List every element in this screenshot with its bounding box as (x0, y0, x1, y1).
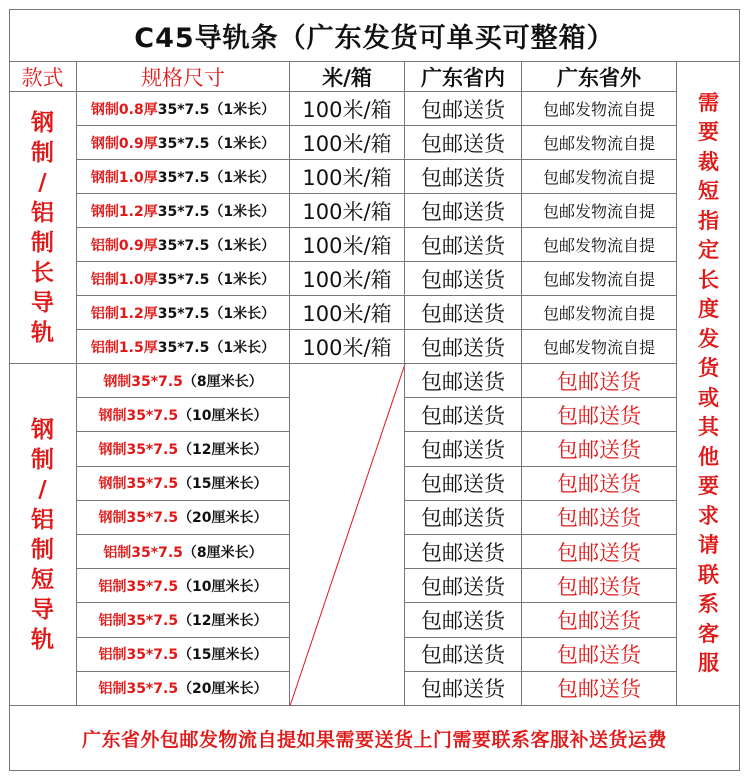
in-guangdong-cell: 包邮送货 (405, 501, 522, 535)
out-guangdong-cell: 包邮送货 (522, 364, 677, 398)
out-guangdong-cell: 包邮发物流自提 (522, 160, 677, 194)
spec-size: 35*7.5（1米长） (157, 305, 276, 322)
spec-size: （8厘米长） (182, 373, 263, 390)
side-note-char: 求 (698, 503, 719, 528)
out-guangdong-cell: 包邮送货 (522, 467, 677, 501)
in-guangdong-cell: 包邮送货 (405, 467, 522, 501)
in-guangdong-cell: 包邮送货 (405, 432, 522, 466)
out-guangdong-cell: 包邮发物流自提 (522, 228, 677, 262)
spec-material: 铝制1.5厚 (90, 339, 158, 356)
long-label-char: 长 (31, 259, 54, 286)
side-note-char: 请 (698, 533, 719, 557)
spec-size: （20厘米长） (178, 510, 268, 527)
out-guangdong-cell: 包邮发物流自提 (522, 296, 677, 330)
spec-size: 35*7.5（1米长） (157, 203, 276, 220)
spec-material: 钢制1.0厚 (90, 169, 158, 186)
side-note-char: 货 (698, 356, 719, 380)
in-guangdong-cell: 包邮送货 (405, 569, 522, 603)
short-label-char: 制 (31, 536, 54, 563)
spec-size: （12厘米长） (178, 441, 268, 458)
side-note-char: 指 (698, 208, 719, 233)
in-guangdong-cell: 包邮送货 (405, 638, 522, 672)
side-note-char: 客 (698, 621, 719, 646)
spec-material: 铝制35*7.5 (98, 612, 179, 629)
out-guangdong-cell: 包邮发物流自提 (522, 92, 677, 126)
in-guangdong-cell: 包邮送货 (405, 330, 522, 364)
long-label-char: 钢 (31, 109, 54, 136)
qty-cell: 100米/箱 (290, 262, 405, 296)
spec-material: 铝制35*7.5 (98, 578, 179, 595)
qty-cell: 100米/箱 (290, 160, 405, 194)
short-label-char: 短 (31, 566, 54, 593)
qty-cell: 100米/箱 (290, 194, 405, 228)
spec-size: （8厘米长） (182, 544, 263, 561)
side-note-char: 服 (698, 651, 719, 675)
long-label-char: 轨 (31, 319, 54, 346)
side-note-char: 短 (698, 179, 719, 203)
spec-material: 铝制0.9厚 (90, 237, 158, 254)
spec-size: 35*7.5（1米长） (157, 339, 276, 356)
spec-material: 铝制35*7.5 (103, 544, 183, 561)
out-guangdong-cell: 包邮送货 (522, 638, 677, 672)
side-note-char: 定 (698, 238, 719, 262)
side-note-char: 联 (698, 562, 719, 587)
spec-size: （15厘米长） (178, 476, 268, 493)
spec-material: 钢制35*7.5 (98, 441, 179, 458)
header-style: 款式 (9, 62, 77, 92)
qty-cell: 100米/箱 (290, 126, 405, 160)
long-label-char: 铝 (31, 199, 54, 226)
short-label-char: 铝 (31, 506, 54, 533)
in-guangdong-cell: 包邮送货 (405, 535, 522, 569)
header-out-guangdong: 广东省外 (522, 62, 677, 92)
spec-material: 钢制35*7.5 (98, 476, 179, 493)
spec-size: （10厘米长） (178, 578, 268, 595)
in-guangdong-cell: 包邮送货 (405, 364, 522, 398)
spec-size: 35*7.5（1米长） (157, 135, 276, 152)
out-guangdong-cell: 包邮送货 (522, 535, 677, 569)
short-label-char: 钢 (31, 416, 54, 443)
side-note-char: 需 (698, 90, 719, 115)
out-guangdong-cell: 包邮发物流自提 (522, 126, 677, 160)
out-guangdong-cell: 包邮送货 (522, 569, 677, 603)
short-label-char: 轨 (31, 626, 54, 653)
qty-cell: 100米/箱 (290, 330, 405, 364)
spec-material: 铝制35*7.5 (98, 647, 179, 664)
spec-size: （20厘米长） (178, 681, 268, 698)
side-note-char: 他 (698, 444, 719, 469)
qty-cell: 100米/箱 (290, 92, 405, 126)
side-note-char: 或 (698, 385, 719, 410)
spec-material: 钢制35*7.5 (98, 407, 179, 424)
out-guangdong-cell: 包邮发物流自提 (522, 330, 677, 364)
spec-size: （12厘米长） (178, 612, 268, 629)
in-guangdong-cell: 包邮送货 (405, 296, 522, 330)
in-guangdong-cell: 包邮送货 (405, 262, 522, 296)
in-guangdong-cell: 包邮送货 (405, 92, 522, 126)
short-label-char: 导 (31, 596, 54, 623)
spec-size: （10厘米长） (178, 407, 268, 424)
long-label-char: 制 (31, 229, 54, 256)
short-label-char: / (38, 476, 47, 503)
header-in-guangdong: 广东省内 (405, 62, 522, 92)
spec-material: 钢制35*7.5 (98, 510, 179, 527)
in-guangdong-cell: 包邮送货 (405, 160, 522, 194)
long-label-char: 导 (31, 289, 54, 316)
out-guangdong-cell: 包邮发物流自提 (522, 194, 677, 228)
out-guangdong-cell: 包邮送货 (522, 501, 677, 535)
out-guangdong-cell: 包邮发物流自提 (522, 262, 677, 296)
out-guangdong-cell: 包邮送货 (522, 432, 677, 466)
long-label-char: 制 (31, 139, 54, 166)
in-guangdong-cell: 包邮送货 (405, 672, 522, 706)
long-label-char: / (38, 169, 47, 196)
in-guangdong-cell: 包邮送货 (405, 603, 522, 637)
side-note-char: 要 (698, 120, 719, 144)
spec-material: 钢制0.9厚 (90, 135, 158, 152)
footer-note: 广东省外包邮发物流自提如果需要送货上门需要联系客服补送货运费 (81, 729, 667, 751)
spec-material: 铝制1.2厚 (90, 305, 158, 322)
spec-size: 35*7.5（1米长） (157, 101, 276, 118)
out-guangdong-cell: 包邮送货 (522, 603, 677, 637)
in-guangdong-cell: 包邮送货 (405, 194, 522, 228)
spec-size: 35*7.5（1米长） (157, 271, 276, 288)
qty-cell: 100米/箱 (290, 228, 405, 262)
out-guangdong-cell: 包邮送货 (522, 672, 677, 706)
spec-material: 钢制1.2厚 (90, 203, 158, 220)
header-qty: 米/箱 (290, 62, 405, 92)
in-guangdong-cell: 包邮送货 (405, 398, 522, 432)
header-spec: 规格尺寸 (77, 62, 290, 92)
side-note-char: 发 (698, 326, 719, 351)
in-guangdong-cell: 包邮送货 (405, 228, 522, 262)
qty-cell: 100米/箱 (290, 296, 405, 330)
side-note-char: 其 (698, 415, 719, 439)
short-label-char: 制 (31, 446, 54, 473)
spec-material: 铝制35*7.5 (98, 681, 179, 698)
side-note-char: 长 (698, 267, 719, 292)
spec-material: 铝制1.0厚 (90, 271, 158, 288)
side-note-char: 度 (698, 297, 719, 321)
spec-material: 钢制35*7.5 (103, 373, 183, 390)
qty-merged-cell (290, 364, 405, 706)
side-note-char: 系 (698, 592, 719, 616)
side-note-char: 裁 (698, 149, 719, 174)
page-title: C45导轨条（广东发货可单买可整箱） (9, 9, 740, 62)
in-guangdong-cell: 包邮送货 (405, 126, 522, 160)
spec-material: 钢制0.8厚 (90, 101, 158, 118)
spec-size: 35*7.5（1米长） (157, 169, 276, 186)
spec-size: 35*7.5（1米长） (157, 237, 276, 254)
spec-size: （15厘米长） (178, 647, 268, 664)
out-guangdong-cell: 包邮送货 (522, 398, 677, 432)
side-note-char: 要 (698, 474, 719, 498)
